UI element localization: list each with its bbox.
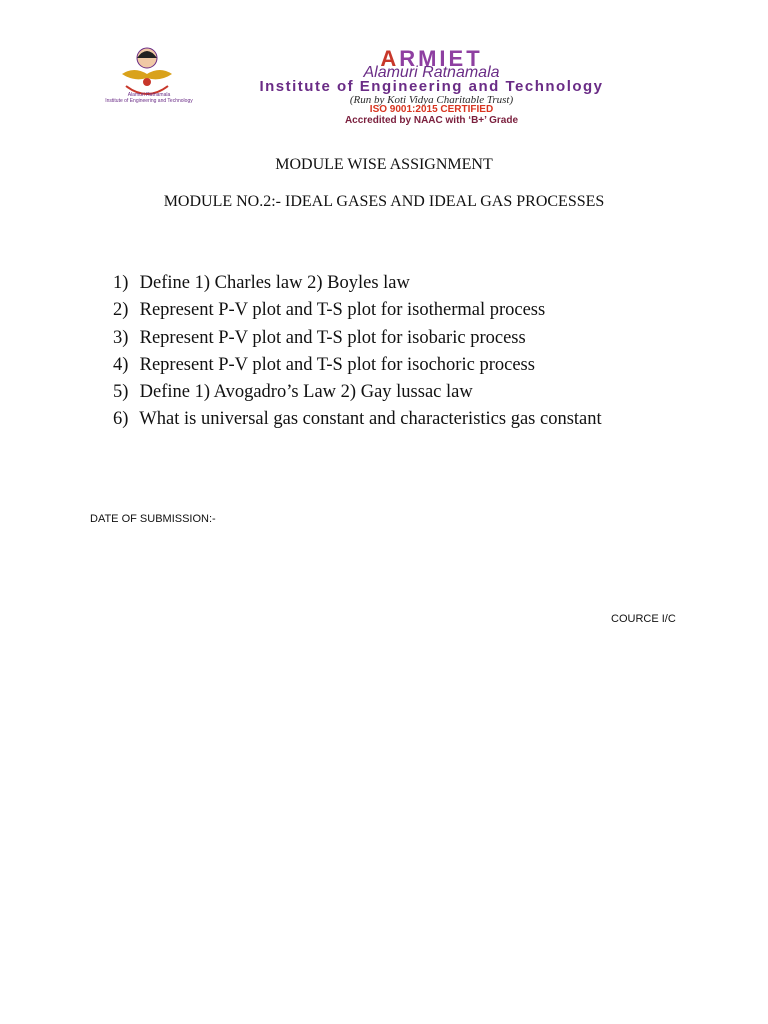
question-text: Represent P-V plot and T-S plot for isochoric process xyxy=(139,354,535,375)
list-item xyxy=(113,270,733,297)
date-of-submission-label: DATE OF SUBMISSION:- xyxy=(90,513,216,525)
question-text: Represent P-V plot and T-S plot for isothermal process xyxy=(139,300,546,321)
question-text: Define 1) Charles law 2) Boyles law xyxy=(139,273,410,293)
brand-initial: A xyxy=(380,46,400,71)
question-number: 3) xyxy=(113,327,129,348)
question-number: 2) xyxy=(113,300,129,321)
assignment-title: MODULE WISE ASSIGNMENT xyxy=(275,156,493,173)
list-item xyxy=(113,352,733,379)
institute-header-banner xyxy=(92,44,676,126)
list-item xyxy=(113,297,733,324)
list-item xyxy=(113,406,733,433)
emblem-caption-line-2: Institute of Engineering and Technology xyxy=(105,98,193,104)
question-number: 4) xyxy=(113,354,129,375)
question-number: 1) xyxy=(113,273,129,293)
question-number: 6) xyxy=(113,409,129,430)
question-text: Define 1) Avogadro’s Law 2) Gay lussac law xyxy=(139,382,473,403)
list-item xyxy=(113,325,733,352)
institute-name: Institute of Engineering and Technology xyxy=(259,78,604,95)
emblem-graphic xyxy=(92,44,192,126)
question-text: What is universal gas constant and characteristics gas constant xyxy=(139,409,602,430)
institute-emblem-logo xyxy=(92,44,192,126)
naac-accreditation: Accredited by NAAC with ‘B+’ Grade xyxy=(344,115,519,126)
trust-line: (Run by Koti Vidya Charitable Trust) xyxy=(349,94,514,106)
course-incharge-label: COURCE I/C xyxy=(611,613,676,625)
question-number: 5) xyxy=(113,382,129,403)
question-list xyxy=(113,270,733,434)
emblem-caption-line-1: Alamuri Ratnamala xyxy=(127,92,171,98)
iso-certification: ISO 9001:2015 CERTIFIED xyxy=(369,104,494,115)
institute-wordmark xyxy=(187,44,676,126)
question-text: Represent P-V plot and T-S plot for isobaric process xyxy=(139,327,526,348)
brand-rest: RMIET xyxy=(399,46,483,71)
list-item xyxy=(113,379,733,406)
module-title: MODULE NO.2:- IDEAL GASES AND IDEAL GAS PROCESSES xyxy=(163,193,605,210)
brand-name: Alamuri Ratnamala xyxy=(363,64,500,81)
